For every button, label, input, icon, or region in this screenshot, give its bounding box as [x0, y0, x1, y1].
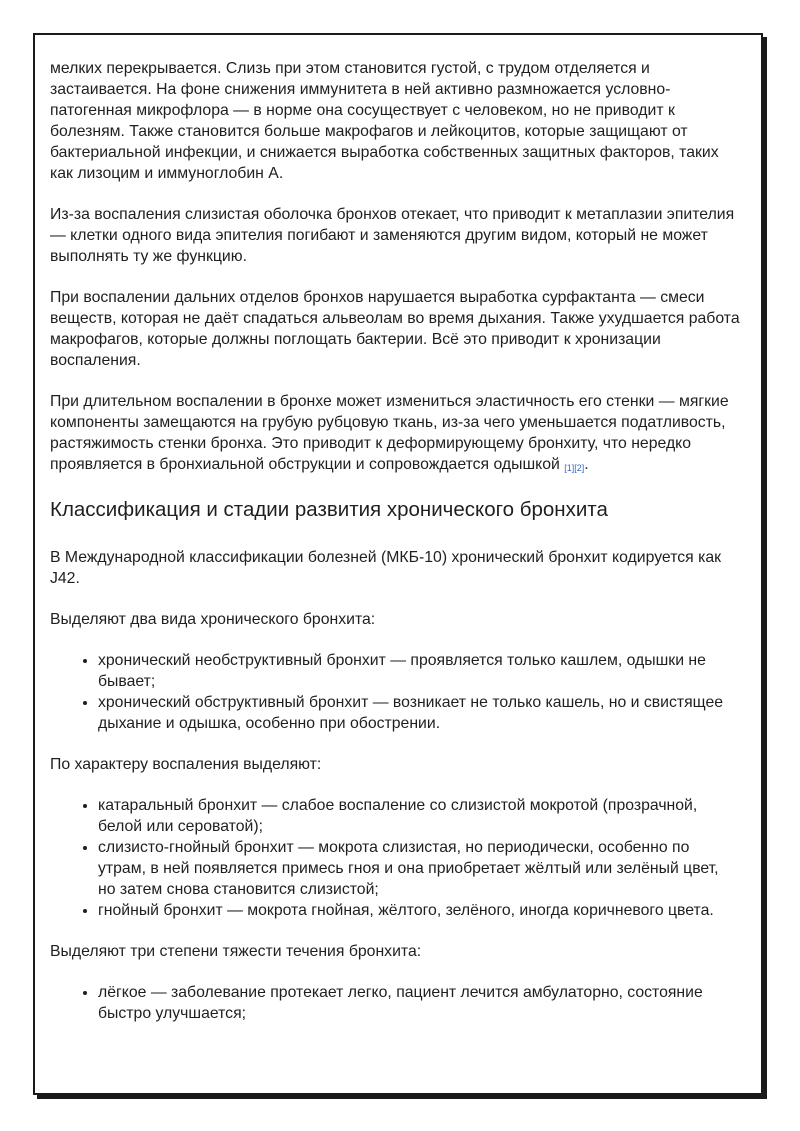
bronchitis-types-list [50, 650, 740, 734]
citation-link[interactable]: [1][2] [564, 463, 585, 473]
list-item: • лёгкое — заболевание протекает легко, пациент лечится амбулаторно, состояние быстро улучшается; [98, 982, 740, 1024]
paragraph-end: . [584, 456, 589, 473]
paragraph: мелких перекрывается. Слизь при этом становится густой, с трудом отделяется и застаивается. На фоне снижения иммунитета в ней активно размножается условно-патогенная микрофлора — в норме она сосуществует с человеком, но не приводит к болезням. Также становится больше макрофагов и лейкоцитов, которые защищают от бактериальной инфекции, и снижается выработка собственных защитных факторов, таких как лизоцим и иммуноглобин А. [50, 60, 719, 182]
list-item: • катаральный бронхит — слабое воспаление со слизистой мокротой (прозрачной, белой или сероватой); [98, 795, 740, 837]
list-intro: Выделяют два вида хронического бронхита: [50, 611, 376, 628]
paragraph [50, 391, 740, 477]
inflammation-types-list [50, 795, 740, 921]
paragraph: При воспалении дальних отделов бронхов нарушается выработка сурфактанта — смеси веществ, которая не даёт спадаться альвеолам во время дыхания. Также ухудшается работа макрофагов, которые должны поглощать бактерии. Всё это приводит к хронизации воспаления. [50, 289, 740, 369]
paragraph: Из-за воспаления слизистая оболочка бронхов отекает, что приводит к метаплазии эпителия — клетки одного вида эпителия погибают и заменяются другим видом, который не может выполнять ту же функцию. [50, 206, 735, 265]
section-heading: Классификация и стадии развития хронического бронхита [50, 498, 608, 521]
paragraph: В Международной классификации болезней (МКБ-10) хронический бронхит кодируется как J42. [50, 549, 722, 587]
severity-list [50, 982, 740, 1024]
paragraph-text: При длительном воспалении в бронхе может измениться эластичность его стенки — мягкие компоненты замещаются на грубую рубцовую ткань, из-за чего уменьшается податливость, растяжимость стенки бронха. Это приводит к деформирующему бронхиту, что нередко проявляется в бронхиальной обструкции и сопровождается одышкой [50, 393, 729, 473]
page-frame [33, 33, 763, 1095]
list-intro: По характеру воспаления выделяют: [50, 756, 322, 773]
list-item: • хронический необструктивный бронхит — проявляется только кашлем, одышки не бывает; [98, 650, 740, 692]
list-item: • слизисто-гнойный бронхит — мокрота слизистая, но периодически, особенно по утрам, в ней появляется примесь гноя и она приобретает жёлтый или зелёный цвет, но затем снова становится слизистой; [98, 837, 740, 900]
list-item: • хронический обструктивный бронхит — возникает не только кашель, но и свистящее дыхание и одышка, особенно при обострении. [98, 692, 740, 734]
list-intro: Выделяют три степени тяжести течения бронхита: [50, 943, 422, 960]
article-body [50, 58, 740, 1044]
list-item: • гнойный бронхит — мокрота гнойная, жёлтого, зелёного, иногда коричневого цвета. [98, 900, 740, 921]
